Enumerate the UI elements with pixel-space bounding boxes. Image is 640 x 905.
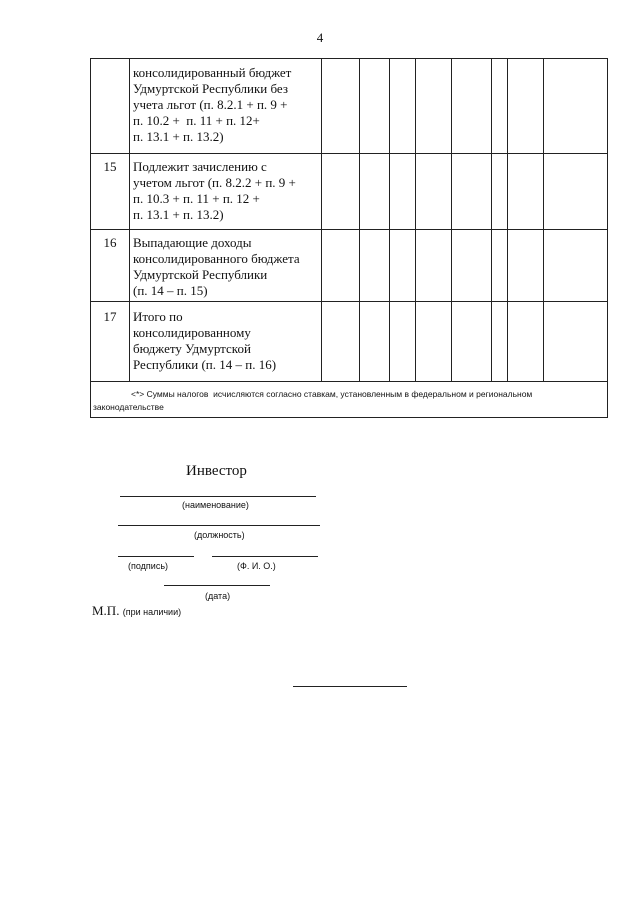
position-line xyxy=(118,525,320,526)
position-caption: (должность) xyxy=(194,530,245,540)
row-description: Итого по консолидированному бюджету Удмуртской Республики (п. 14 – п. 16) xyxy=(133,309,277,372)
stamp-label xyxy=(92,603,181,619)
date-line xyxy=(164,585,270,586)
name-caption: (наименование) xyxy=(182,500,249,510)
investor-title: Инвестор xyxy=(186,463,247,479)
separator-line xyxy=(293,686,407,687)
row-description: Выпадающие доходы консолидированного бюджета Удмуртской Республики (п. 14 – п. 15) xyxy=(133,235,300,298)
table-footnote xyxy=(91,382,607,418)
table-row xyxy=(91,301,607,382)
stamp-note: (при наличии) xyxy=(122,607,182,617)
row-number: 16 xyxy=(103,235,117,250)
row-number: 15 xyxy=(103,159,117,174)
date-caption: (дата) xyxy=(205,591,231,601)
row-description: Подлежит зачислению с учетом льгот (п. 8.2.2 + п. 9 + п. 10.3 + п. 11 + п. 12 + п. 13.1 + п. 13.2) xyxy=(133,159,296,222)
table-row xyxy=(91,59,607,154)
signature-caption: (подпись) xyxy=(128,561,169,571)
budget-table xyxy=(90,58,608,418)
stamp-mp: М.П. xyxy=(92,603,120,618)
table-row xyxy=(91,153,607,230)
fio-line xyxy=(212,556,318,557)
row-description: консолидированный бюджет Удмуртской Республики без учета льгот (п. 8.2.1 + п. 9 + п. 10.2 + п. 11 + п. 12+ п. 13.1 + п. 13.2) xyxy=(133,65,292,144)
row-number: 17 xyxy=(103,309,117,324)
name-line xyxy=(120,496,316,497)
fio-caption: (Ф. И. О.) xyxy=(237,561,276,571)
footnote-line: законодательстве xyxy=(93,402,164,412)
signature-line xyxy=(118,556,194,557)
table-row xyxy=(91,229,607,302)
page-number: 4 xyxy=(316,30,324,45)
footnote-line: <*> Суммы налогов исчисляются согласно ставкам, установленным в федеральном и региональном xyxy=(131,389,533,399)
